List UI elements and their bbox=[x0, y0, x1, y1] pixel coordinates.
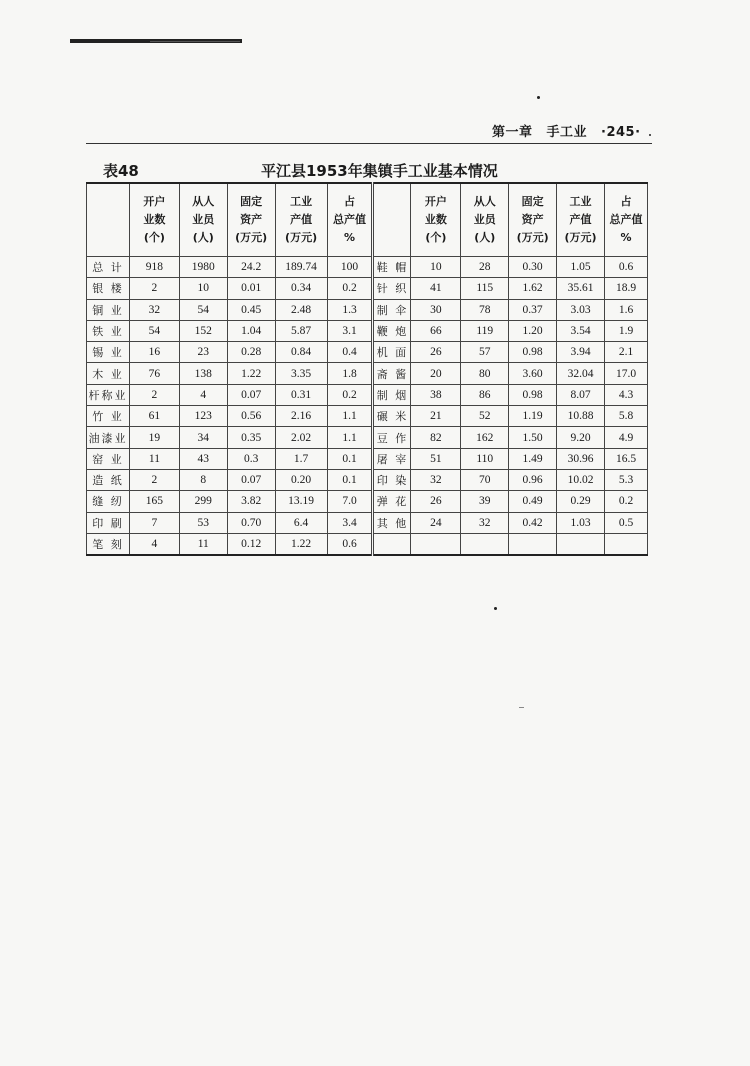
header-rule bbox=[86, 143, 652, 144]
value-cell: 138 bbox=[179, 363, 227, 384]
value-cell: 6.4 bbox=[275, 512, 327, 533]
table-row bbox=[87, 320, 648, 341]
value-cell: 119 bbox=[461, 320, 509, 341]
value-cell: 1.19 bbox=[509, 406, 557, 427]
value-cell: 16 bbox=[129, 342, 179, 363]
value-cell bbox=[509, 533, 557, 555]
row-label-cell: 其 他 bbox=[373, 512, 411, 533]
value-cell: 5.8 bbox=[605, 406, 648, 427]
value-cell: 2.48 bbox=[275, 299, 327, 320]
data-table bbox=[86, 182, 648, 556]
running-header bbox=[492, 121, 641, 140]
value-cell: 66 bbox=[411, 320, 461, 341]
column-header: 占 总产值 % bbox=[327, 183, 373, 257]
value-cell: 0.2 bbox=[327, 278, 373, 299]
value-cell: 30.96 bbox=[557, 448, 605, 469]
value-cell: 32 bbox=[411, 469, 461, 490]
table-row bbox=[87, 278, 648, 299]
value-cell: 1.7 bbox=[275, 448, 327, 469]
value-cell: 0.30 bbox=[509, 257, 557, 278]
value-cell: 0.01 bbox=[227, 278, 275, 299]
value-cell bbox=[461, 533, 509, 555]
value-cell: 152 bbox=[179, 320, 227, 341]
value-cell: 24.2 bbox=[227, 257, 275, 278]
row-label-cell: 弹 花 bbox=[373, 491, 411, 512]
value-cell: 26 bbox=[411, 491, 461, 512]
value-cell: 41 bbox=[411, 278, 461, 299]
value-cell: 0.37 bbox=[509, 299, 557, 320]
value-cell: 5.87 bbox=[275, 320, 327, 341]
row-label-cell: 鞋 帽 bbox=[373, 257, 411, 278]
value-cell: 3.94 bbox=[557, 342, 605, 363]
value-cell: 76 bbox=[129, 363, 179, 384]
value-cell: 78 bbox=[461, 299, 509, 320]
value-cell: 0.07 bbox=[227, 384, 275, 405]
value-cell: 0.20 bbox=[275, 469, 327, 490]
value-cell: 0.4 bbox=[327, 342, 373, 363]
row-label-cell: 屠 宰 bbox=[373, 448, 411, 469]
table-row bbox=[87, 342, 648, 363]
row-label-cell: 缝 纫 bbox=[87, 491, 130, 512]
value-cell: 11 bbox=[129, 448, 179, 469]
value-cell: 1.05 bbox=[557, 257, 605, 278]
value-cell: 0.45 bbox=[227, 299, 275, 320]
row-label-cell: 印 染 bbox=[373, 469, 411, 490]
header-blank-cell bbox=[373, 183, 411, 257]
value-cell: 1.03 bbox=[557, 512, 605, 533]
value-cell: 3.60 bbox=[509, 363, 557, 384]
value-cell: 0.2 bbox=[327, 384, 373, 405]
value-cell: 1.49 bbox=[509, 448, 557, 469]
value-cell: 0.6 bbox=[327, 533, 373, 555]
value-cell: 30 bbox=[411, 299, 461, 320]
value-cell: 0.2 bbox=[605, 491, 648, 512]
value-cell: 0.07 bbox=[227, 469, 275, 490]
row-label-cell: 机 面 bbox=[373, 342, 411, 363]
value-cell: 10 bbox=[179, 278, 227, 299]
value-cell: 51 bbox=[411, 448, 461, 469]
column-header: 固定 资产 (万元) bbox=[227, 183, 275, 257]
value-cell: 0.49 bbox=[509, 491, 557, 512]
table-row bbox=[87, 533, 648, 555]
value-cell: 82 bbox=[411, 427, 461, 448]
value-cell: 123 bbox=[179, 406, 227, 427]
value-cell: 2 bbox=[129, 469, 179, 490]
row-label-cell: 锡 业 bbox=[87, 342, 130, 363]
row-label-cell: 银 楼 bbox=[87, 278, 130, 299]
value-cell: 34 bbox=[179, 427, 227, 448]
row-label-cell: 笔 刻 bbox=[87, 533, 130, 555]
value-cell: 24 bbox=[411, 512, 461, 533]
value-cell: 7.0 bbox=[327, 491, 373, 512]
column-header: 从人 业员 (人) bbox=[179, 183, 227, 257]
value-cell: 8 bbox=[179, 469, 227, 490]
table-row bbox=[87, 384, 648, 405]
value-cell: 80 bbox=[461, 363, 509, 384]
value-cell: 20 bbox=[411, 363, 461, 384]
value-cell: 1.8 bbox=[327, 363, 373, 384]
value-cell: 13.19 bbox=[275, 491, 327, 512]
column-header: 从人 业员 (人) bbox=[461, 183, 509, 257]
value-cell: 115 bbox=[461, 278, 509, 299]
value-cell: 2.02 bbox=[275, 427, 327, 448]
value-cell: 70 bbox=[461, 469, 509, 490]
value-cell: 11 bbox=[179, 533, 227, 555]
table-row bbox=[87, 299, 648, 320]
row-label-cell: 针 织 bbox=[373, 278, 411, 299]
value-cell: 32 bbox=[129, 299, 179, 320]
value-cell: 54 bbox=[179, 299, 227, 320]
value-cell: 0.31 bbox=[275, 384, 327, 405]
table-row bbox=[87, 469, 648, 490]
value-cell: 1.62 bbox=[509, 278, 557, 299]
row-label-cell: 竹 业 bbox=[87, 406, 130, 427]
value-cell: 18.9 bbox=[605, 278, 648, 299]
value-cell: 16.5 bbox=[605, 448, 648, 469]
row-label-cell: 碾 米 bbox=[373, 406, 411, 427]
page-number: ·245· bbox=[601, 125, 641, 140]
value-cell: 61 bbox=[129, 406, 179, 427]
row-label-cell: 造 纸 bbox=[87, 469, 130, 490]
value-cell: 0.29 bbox=[557, 491, 605, 512]
value-cell: 43 bbox=[179, 448, 227, 469]
value-cell: 0.96 bbox=[509, 469, 557, 490]
value-cell: 1.3 bbox=[327, 299, 373, 320]
speck bbox=[519, 707, 524, 708]
table-row bbox=[87, 363, 648, 384]
speck bbox=[649, 134, 651, 136]
value-cell: 57 bbox=[461, 342, 509, 363]
value-cell: 0.6 bbox=[605, 257, 648, 278]
table-row bbox=[87, 427, 648, 448]
row-label-cell: 豆 作 bbox=[373, 427, 411, 448]
row-label-cell: 斋 酱 bbox=[373, 363, 411, 384]
value-cell: 9.20 bbox=[557, 427, 605, 448]
value-cell: 1.22 bbox=[227, 363, 275, 384]
value-cell: 19 bbox=[129, 427, 179, 448]
value-cell: 53 bbox=[179, 512, 227, 533]
row-label-cell: 制 伞 bbox=[373, 299, 411, 320]
value-cell: 0.84 bbox=[275, 342, 327, 363]
table-title: 平江县1953年集镇手工业基本情况 bbox=[261, 162, 498, 180]
value-cell: 35.61 bbox=[557, 278, 605, 299]
row-label-cell: 木 业 bbox=[87, 363, 130, 384]
value-cell: 1.22 bbox=[275, 533, 327, 555]
value-cell: 3.4 bbox=[327, 512, 373, 533]
value-cell: 1.20 bbox=[509, 320, 557, 341]
value-cell: 0.70 bbox=[227, 512, 275, 533]
value-cell: 54 bbox=[129, 320, 179, 341]
value-cell: 1.50 bbox=[509, 427, 557, 448]
value-cell: 3.82 bbox=[227, 491, 275, 512]
value-cell: 28 bbox=[461, 257, 509, 278]
value-cell: 1.6 bbox=[605, 299, 648, 320]
value-cell: 4.3 bbox=[605, 384, 648, 405]
value-cell: 3.54 bbox=[557, 320, 605, 341]
value-cell: 23 bbox=[179, 342, 227, 363]
value-cell: 4.9 bbox=[605, 427, 648, 448]
value-cell: 189.74 bbox=[275, 257, 327, 278]
value-cell: 21 bbox=[411, 406, 461, 427]
column-header: 固定 资产 (万元) bbox=[509, 183, 557, 257]
value-cell: 918 bbox=[129, 257, 179, 278]
column-header: 开户 业数 (个) bbox=[129, 183, 179, 257]
column-header: 开户 业数 (个) bbox=[411, 183, 461, 257]
value-cell: 0.34 bbox=[275, 278, 327, 299]
value-cell: 0.28 bbox=[227, 342, 275, 363]
value-cell: 4 bbox=[179, 384, 227, 405]
value-cell: 0.5 bbox=[605, 512, 648, 533]
table-row bbox=[87, 512, 648, 533]
value-cell: 2.16 bbox=[275, 406, 327, 427]
value-cell: 52 bbox=[461, 406, 509, 427]
value-cell: 0.12 bbox=[227, 533, 275, 555]
value-cell: 3.35 bbox=[275, 363, 327, 384]
value-cell: 3.03 bbox=[557, 299, 605, 320]
row-label-cell: 铁 业 bbox=[87, 320, 130, 341]
value-cell: 0.3 bbox=[227, 448, 275, 469]
value-cell: 0.42 bbox=[509, 512, 557, 533]
column-header: 工业 产值 (万元) bbox=[557, 183, 605, 257]
value-cell: 0.1 bbox=[327, 448, 373, 469]
value-cell: 165 bbox=[129, 491, 179, 512]
value-cell: 299 bbox=[179, 491, 227, 512]
value-cell: 0.98 bbox=[509, 384, 557, 405]
value-cell: 2.1 bbox=[605, 342, 648, 363]
value-cell: 0.98 bbox=[509, 342, 557, 363]
row-label-cell: 鞭 炮 bbox=[373, 320, 411, 341]
value-cell: 10 bbox=[411, 257, 461, 278]
table-row bbox=[87, 448, 648, 469]
row-label-cell: 油漆业 bbox=[87, 427, 130, 448]
value-cell: 0.35 bbox=[227, 427, 275, 448]
row-label-cell bbox=[373, 533, 411, 555]
value-cell bbox=[557, 533, 605, 555]
section-label: 手工业 bbox=[546, 125, 588, 140]
value-cell: 100 bbox=[327, 257, 373, 278]
value-cell: 39 bbox=[461, 491, 509, 512]
value-cell: 10.88 bbox=[557, 406, 605, 427]
value-cell: 2 bbox=[129, 384, 179, 405]
value-cell: 10.02 bbox=[557, 469, 605, 490]
value-cell: 0.56 bbox=[227, 406, 275, 427]
value-cell: 5.3 bbox=[605, 469, 648, 490]
value-cell: 17.0 bbox=[605, 363, 648, 384]
value-cell: 1980 bbox=[179, 257, 227, 278]
top-rule-thin bbox=[150, 41, 240, 42]
table-header-row bbox=[87, 183, 648, 257]
row-label-cell: 印 刷 bbox=[87, 512, 130, 533]
column-header: 工业 产值 (万元) bbox=[275, 183, 327, 257]
value-cell bbox=[605, 533, 648, 555]
table-row bbox=[87, 406, 648, 427]
value-cell: 32.04 bbox=[557, 363, 605, 384]
value-cell bbox=[411, 533, 461, 555]
value-cell: 1.9 bbox=[605, 320, 648, 341]
speck bbox=[537, 96, 540, 99]
value-cell: 3.1 bbox=[327, 320, 373, 341]
speck bbox=[494, 607, 497, 610]
chapter-label: 第一章 bbox=[492, 125, 533, 140]
value-cell: 7 bbox=[129, 512, 179, 533]
value-cell: 162 bbox=[461, 427, 509, 448]
header-blank-cell bbox=[87, 183, 130, 257]
table-row bbox=[87, 257, 648, 278]
value-cell: 2 bbox=[129, 278, 179, 299]
value-cell: 0.1 bbox=[327, 469, 373, 490]
value-cell: 1.1 bbox=[327, 406, 373, 427]
value-cell: 4 bbox=[129, 533, 179, 555]
value-cell: 26 bbox=[411, 342, 461, 363]
value-cell: 32 bbox=[461, 512, 509, 533]
row-label-cell: 铜 业 bbox=[87, 299, 130, 320]
value-cell: 86 bbox=[461, 384, 509, 405]
row-label-cell: 总 计 bbox=[87, 257, 130, 278]
row-label-cell: 杆称业 bbox=[87, 384, 130, 405]
row-label-cell: 制 烟 bbox=[373, 384, 411, 405]
value-cell: 1.04 bbox=[227, 320, 275, 341]
column-header: 占 总产值 % bbox=[605, 183, 648, 257]
value-cell: 1.1 bbox=[327, 427, 373, 448]
value-cell: 110 bbox=[461, 448, 509, 469]
value-cell: 38 bbox=[411, 384, 461, 405]
table-row bbox=[87, 491, 648, 512]
table-number: 表48 bbox=[103, 162, 139, 180]
value-cell: 8.07 bbox=[557, 384, 605, 405]
row-label-cell: 窑 业 bbox=[87, 448, 130, 469]
